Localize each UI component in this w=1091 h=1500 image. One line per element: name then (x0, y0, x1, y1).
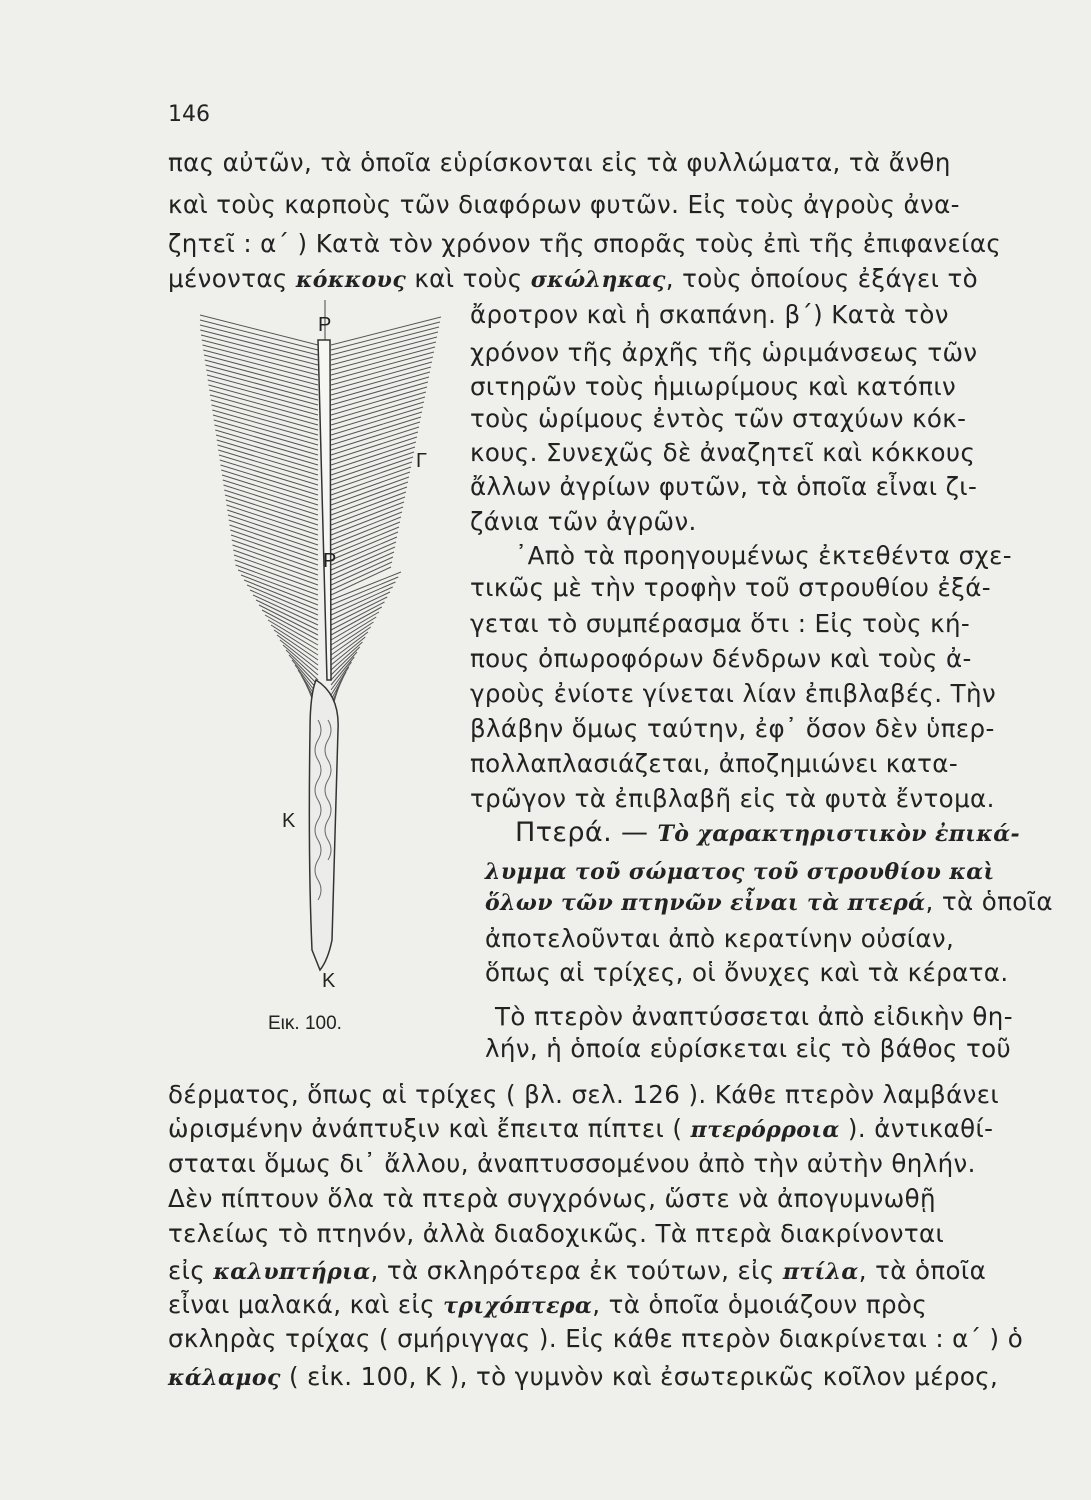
feather-illustration (180, 300, 460, 1010)
text-line (168, 1256, 986, 1287)
text-span: ). ἀντικαθί- (839, 1114, 994, 1143)
text-line: σιτηρῶν τοὺς ἡμιωρίμους καὶ κατόπιν (470, 372, 957, 401)
text-line: ᾽Απὸ τὰ προηγουμένως ἐκτεθέντα σχε- (515, 541, 1012, 570)
barb-line (206, 365, 319, 395)
text-line: τρῶγον τὰ ἐπιβλαβῆ εἰς τὰ φυτὰ ἔντομα. (470, 784, 995, 813)
barb-line (236, 565, 319, 595)
text-line: πους ὀπωροφόρων δένδρων καὶ τοὺς ἀ- (470, 644, 972, 673)
barb-line (202, 340, 318, 370)
text-line: τοὺς ὡρίμους ἐντὸς τῶν σταχύων κόκ- (470, 404, 967, 433)
barb-line (218, 450, 318, 480)
barb-line (231, 535, 318, 565)
text-span: εἰς (168, 1256, 214, 1285)
page-number: 146 (168, 102, 210, 127)
text-line: λήν, ἡ ὁποία εὑρίσκεται εἰς τὸ βάθος τοῦ (485, 1034, 1012, 1063)
text-line: γροὺς ἐνίοτε γίνεται λίαν ἐπιβλαβές. Τὴν (470, 679, 997, 708)
text-span: , τὰ ὁποῖα (925, 887, 1053, 916)
label-k-bottom: Κ (322, 970, 336, 992)
barb-line (203, 350, 318, 380)
barb-line (265, 615, 318, 645)
text-line: ὅπως αἱ τρίχες, οἱ ὄνυχες καὶ τὰ κέρατα. (485, 958, 1009, 987)
text-line: ἄροτρον καὶ ἡ σκαπάνη. β΄) Κατὰ τὸν (470, 300, 949, 329)
barb-line (331, 667, 349, 695)
barb-line (268, 620, 318, 650)
barb-line (241, 575, 318, 605)
barb-line (204, 355, 318, 385)
barb-line (214, 420, 318, 450)
barb-line (215, 430, 318, 460)
text-line: καὶ τοὺς καρποὺς τῶν διαφόρων φυτῶν. Εἰς τοὺς ἀγροὺς ἀνα- (168, 190, 960, 219)
barb-line (207, 375, 318, 405)
barb-line (230, 525, 319, 555)
text-line: πολλαπλασιάζεται, ἀποζημιώνει κατα- (470, 749, 959, 778)
barb-line (211, 400, 318, 430)
text-line: πας αὐτῶν, τὰ ὁποῖα εὑρίσκονται εἰς τὰ φυλλώματα, τὰ ἄνθη (168, 148, 951, 177)
text-span: μένοντας (168, 264, 296, 293)
barb-line (224, 485, 319, 515)
barb-line (222, 475, 318, 505)
barb-line (224, 490, 318, 520)
label-p-mid: Ρ (323, 550, 337, 572)
barb-line (218, 445, 319, 475)
barb-line (250, 590, 318, 620)
text-line (168, 1290, 927, 1321)
text-line: σταται ὅμως δι᾽ ἄλλου, ἀναπτυσσομένου ἀπὸ τὴν αὐτὴν θηλήν. (168, 1149, 976, 1178)
text-line: σκληρὰς τρίχας ( σμήριγγας ). Εἰς κάθε πτερὸν διακρίνεται : α΄ ) ὁ (168, 1324, 1024, 1353)
barb-line (238, 570, 318, 600)
text-line: ζητεῖ : α΄ ) Κατὰ τὸν χρόνον τῆς σπορᾶς τοὺς ἐπὶ τῆς ἐπιφανείας (168, 229, 1002, 258)
emphasis: πτερόρροια (690, 1117, 840, 1143)
barb-line (220, 460, 318, 490)
barb-line (331, 572, 401, 600)
emphasis: καλυπτήρια (213, 1259, 371, 1285)
emphasis: τριχόπτερα (443, 1293, 593, 1319)
barb-line (221, 465, 319, 495)
barb-line (262, 610, 318, 640)
barb-line (228, 515, 318, 545)
text-span: εἶναι μαλακά, καὶ εἰς (168, 1290, 444, 1319)
barb-line (212, 410, 318, 440)
text-line: γεται τὸ συμπέρασμα ὅτι : Εἰς τοὺς κή- (470, 609, 971, 638)
barb-line (209, 390, 318, 420)
barb-line (226, 500, 318, 530)
text-line (168, 264, 978, 295)
barb-line (215, 425, 319, 455)
barb-line (212, 405, 319, 435)
feather-calamus (309, 680, 338, 970)
barb-line (201, 335, 318, 365)
text-line: χρόνον τῆς ἀρχῆς τῆς ὡριμάνσεως τῶν (470, 338, 978, 367)
feather-figure (180, 300, 460, 1010)
text-line: ἀποτελοῦνται ἀπὸ κερατίνην οὐσίαν, (485, 924, 955, 953)
barb-line (271, 625, 318, 655)
emphasis: Τὸ χαρακτηριστικὸν ἐπικά- (657, 821, 1021, 847)
barb-line (217, 440, 318, 470)
emphasis: ὅλων τῶν πτηνῶν εἶναι τὰ πτερά (485, 890, 926, 916)
emphasis: πτίλα (782, 1259, 859, 1285)
barb-line (208, 380, 318, 410)
barb-line (232, 540, 318, 570)
barb-line (233, 550, 318, 580)
text-line: δέρματος, ὅπως αἱ τρίχες ( βλ. σελ. 126 ). Κάθε πτερὸν λαμβάνει (168, 1080, 1000, 1109)
barb-line (203, 345, 319, 375)
feather-rachis (318, 340, 331, 680)
text-span: , τὰ ὁποῖα ὁμοιάζουν πρὸς (592, 1290, 928, 1319)
barb-line (210, 395, 318, 425)
text-span: , τὰ σκληρότερα ἐκ τούτων, εἰς (370, 1256, 783, 1285)
barb-line (234, 555, 318, 585)
barb-line (221, 470, 318, 500)
barb-line (209, 385, 319, 415)
barb-line (289, 655, 318, 685)
text-line: κους. Συνεχῶς δὲ ἀναζητεῖ καὶ κόκκους (470, 438, 976, 467)
text-line: βλάβην ὅμως ταύτην, ἐφ᾽ ὅσον δὲν ὑπερ- (470, 714, 995, 743)
text-span: , τοὺς ὁποίους ἐξάγει τὸ (665, 264, 979, 293)
barb-line (247, 585, 318, 615)
barb-line (223, 480, 318, 510)
text-span: ὡρισμένην ἀνάπτυξιν καὶ ἔπειτα πίπτει ( (168, 1114, 691, 1143)
text-line: Τὸ πτερὸν ἀναπτύσσεται ἀπὸ εἰδικὴν θη- (495, 1002, 1013, 1031)
barb-line (206, 370, 318, 400)
barb-line (216, 435, 318, 465)
text-line: ζάνια τῶν ἀγρῶν. (470, 507, 697, 536)
label-p-top: Ρ (318, 314, 332, 336)
text-span: ( εἰκ. 100, Κ ), τὸ γυμνὸν καὶ ἐσωτερικῶς κοῖλον μέρος, (280, 1362, 999, 1391)
barb-line (233, 545, 319, 575)
text-line (168, 1362, 998, 1393)
emphasis: σκώληκας (530, 267, 666, 293)
text-line (168, 1114, 993, 1145)
barb-line (219, 455, 318, 485)
text-span: καὶ τοὺς (406, 264, 531, 293)
section-heading: Πτερά. — (515, 817, 658, 848)
barb-line (230, 530, 318, 560)
barb-line (227, 510, 318, 540)
barb-line (200, 320, 318, 350)
barb-line (225, 495, 318, 525)
text-span: , τὰ ὁποῖα (858, 1256, 987, 1285)
text-line: Δὲν πίπτουν ὅλα τὰ πτερὰ συγχρόνως, ὥστε νὰ ἀπογυμνωθῇ (168, 1184, 936, 1213)
text-line: τελείως τὸ πτηνόν, ἀλλὰ διαδοχικῶς. Τὰ πτερὰ διακρίνονται (168, 1219, 945, 1248)
barb-line (229, 520, 318, 550)
barb-line (213, 415, 318, 445)
emphasis: κάλαμος (168, 1365, 281, 1391)
barb-line (227, 505, 319, 535)
text-line: λυμμα τοῦ σώματος τοῦ στρουθίου καὶ (485, 859, 995, 885)
label-k-left: Κ (282, 810, 296, 832)
barb-line (244, 580, 318, 610)
text-line: τικῶς μὲ τὴν τροφὴν τοῦ στρουθίου ἐξά- (470, 573, 992, 602)
barb-line (259, 605, 318, 635)
emphasis: κόκκους (295, 267, 407, 293)
figure-caption: Εικ. 100. (268, 1013, 342, 1034)
barb-line (205, 360, 318, 390)
barb-line (331, 577, 398, 605)
text-line (485, 887, 1053, 918)
label-g: Γ (416, 450, 428, 472)
text-line: ἄλλων ἀγρίων φυτῶν, τὰ ὁποῖα εἶναι ζι- (470, 472, 978, 501)
text-line (515, 818, 1020, 849)
